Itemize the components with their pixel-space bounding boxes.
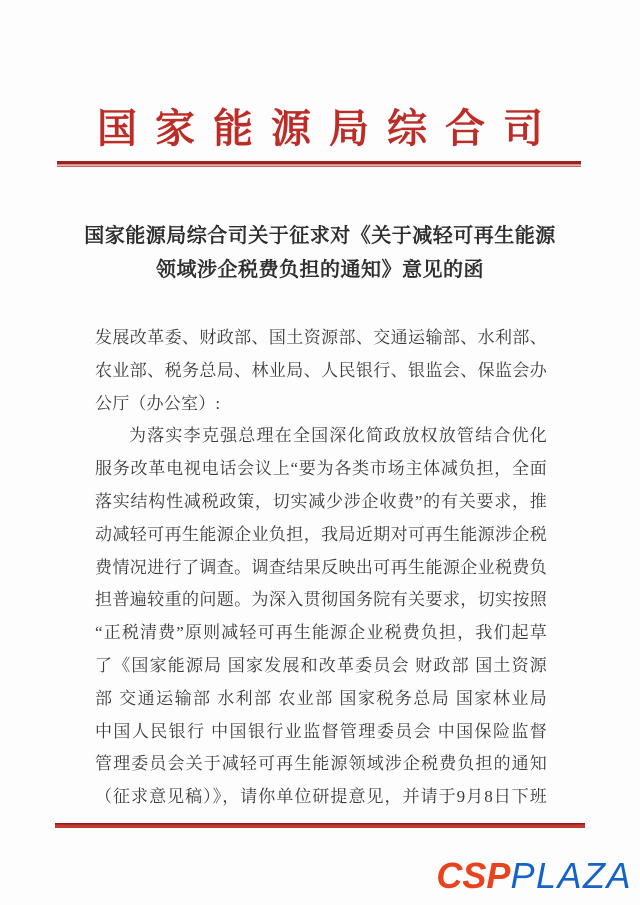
- document-title: [0, 219, 640, 287]
- body-line: 中国人民银行 中国银行业监督管理委员会 中国保险监督: [95, 721, 547, 741]
- document-title-line1: 国家能源局综合司关于征求对《关于减轻可再生能源: [84, 225, 556, 247]
- page-bottom-rule: [55, 823, 585, 828]
- body-line: 服务改革电视电话会议上“要为各类市场主体减负担，全面: [95, 459, 547, 479]
- body-line: 费情况进行了调查。调查结果反映出可再生能源企业税费负: [95, 557, 547, 577]
- body-line: 公厅（办公室）:: [95, 393, 221, 413]
- body-line: 担普遍较重的问题。为深入贯彻国务院有关要求，切实按照: [95, 590, 547, 610]
- letterhead-agency-name: 国家能源局综合司: [97, 106, 561, 151]
- logo-plaza-text: PLAZA: [510, 855, 632, 896]
- letterhead-double-rule: [57, 161, 581, 168]
- document-title-line2: 领域涉企税费负担的通知》意见的函: [156, 259, 484, 281]
- document-body: [95, 322, 547, 814]
- body-line: 动减轻可再生能源企业负担，我局近期对可再生能源涉企税: [95, 524, 547, 544]
- cspplaza-watermark-logo: [436, 856, 632, 904]
- body-line: 管理委员会关于减轻可再生能源领域涉企税费负担的通知: [95, 754, 547, 774]
- body-line: （征求意见稿）》，请你单位研提意见，并请于9月8日下班: [95, 787, 547, 807]
- body-line: 了《国家能源局 国家发展和改革委员会 财政部 国土资源: [95, 655, 547, 675]
- body-line: 为落实李克强总理在全国深化简政放权放管结合优化: [129, 426, 547, 446]
- body-line: 部 交通运输部 水利部 农业部 国家税务总局 国家林业局: [95, 688, 547, 708]
- body-line: 农业部、税务总局、林业局、人民银行、银监会、保监会办: [95, 360, 547, 380]
- body-line: “正税清费”原则减轻可再生能源企业税费负担，我们起草: [95, 623, 547, 643]
- body-line: 落实结构性减税政策，切实减少涉企收费”的有关要求，推: [95, 491, 547, 511]
- body-line: 发展改革委、财政部、国土资源部、交通运输部、水利部、: [95, 328, 547, 347]
- logo-csp-text: CSP: [436, 855, 511, 896]
